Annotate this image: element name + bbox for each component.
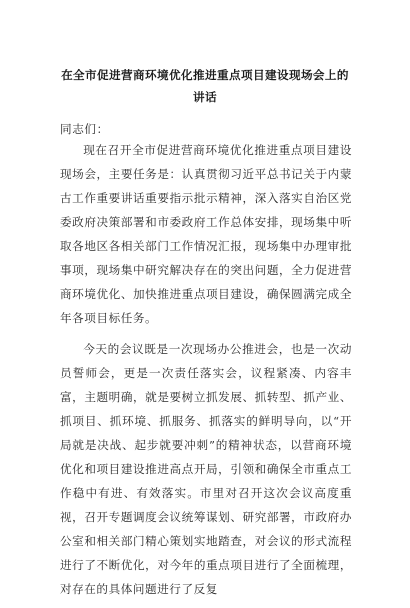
paragraph-2: 今天的会议既是一次现场办公推进会，也是一次动员誓师会，更是一次责任落实会，议程紧凑、内容丰富，主题明确，就是要树立抓发展、抓转型、抓产业、抓项目、抓环境、抓服务、抓落实的鲜明导向，以“开局就是决战、起步就要冲刺”的精神状态，以营商环境优化和项目建设推进高点开局，引领和确保全市重点工作稳中有进、有效落实。市里对召开这次会议高度重视，召开专题调度会议统筹谋划、研究部署，市政府办公室和相关部门精心策划实地踏查，对会议的形式流程进行了不断优化，对今年的重点项目进行了全面梳理，对存在的具体问题进行了反复 [60, 342, 352, 596]
salutation: 同志们： [60, 122, 109, 136]
paragraph-1: 现在召开全市促进营商环境优化推进重点项目建设现场会，主要任务是：认真贯彻习近平总书记关于内蒙古工作重要讲话重要指示批示精神，深入落实自治区党委政府决策部署和市委政府工作总体安排，现场集中听取各地区各相关部门工作情况汇报，现场集中办理审批事项，现场集中研究解决存在的突出问题，全力促进营商环境优化、加快推进重点项目建设，确保圆满完成全年各项目标任务。 [60, 143, 352, 325]
document-body [60, 138, 352, 608]
document-title: 在全市促进营商环境优化推进重点项目建设现场会上的讲话 [61, 68, 349, 104]
